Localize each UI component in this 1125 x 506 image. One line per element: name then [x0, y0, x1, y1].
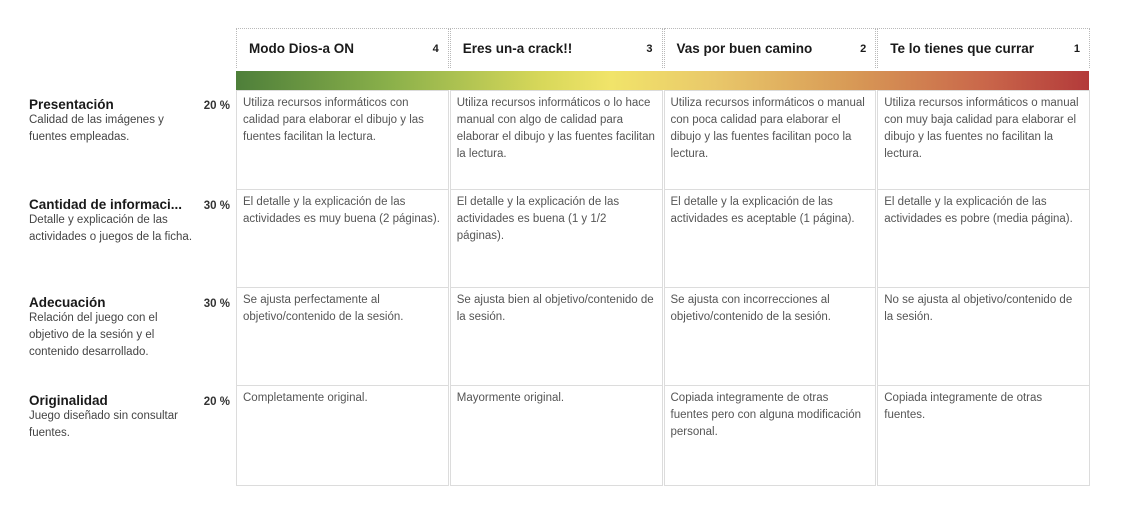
rubric-cell: Utiliza recursos informáticos o manual con muy baja calidad para elaborar el dibujo y las fuentes no facilitan la lectura.: [877, 90, 1090, 190]
level-header-4: [236, 28, 449, 68]
criterion-title: Adecuación: [29, 295, 106, 310]
score-gradient-bar: [236, 71, 1089, 90]
level-header-1: [877, 28, 1090, 68]
level-header-3: [450, 28, 663, 68]
rubric-cell: El detalle y la explicación de las actividades es buena (1 y 1/2 páginas).: [450, 190, 663, 288]
criterion-weight: 30 %: [203, 298, 230, 310]
criterion-row-originalidad: [26, 386, 1091, 486]
criterion-cells: [236, 190, 1091, 288]
level-header-2: [664, 28, 877, 68]
level-points: 1: [1073, 42, 1080, 55]
criterion-weight: 20 %: [203, 396, 230, 408]
rubric-cell: Copiada integramente de otras fuentes.: [877, 386, 1090, 486]
criterion-title: Cantidad de informaci...: [29, 197, 183, 212]
rubric-cell: Completamente original.: [236, 386, 449, 486]
rubric-cell: Se ajusta perfectamente al objetivo/contenido de la sesión.: [236, 288, 449, 386]
rubric-cell: Mayormente original.: [450, 386, 663, 486]
rubric-cell: El detalle y la explicación de las actividades es pobre (media página).: [877, 190, 1090, 288]
criterion-row-presentacion: [26, 90, 1091, 190]
criterion-weight: 30 %: [203, 200, 230, 212]
level-points: 3: [646, 42, 653, 55]
level-header-row: [236, 28, 1091, 70]
level-title: Modo Dios-a ON: [249, 41, 354, 56]
criterion-label: [26, 90, 236, 190]
rubric-cell: Se ajusta con incorrecciones al objetivo/contenido de la sesión.: [664, 288, 877, 386]
rubric-cell: Utiliza recursos informáticos o lo hace manual con algo de calidad para elaborar el dibujo y las fuentes facilitan la lectura.: [450, 90, 663, 190]
level-title: Eres un-a crack!!: [462, 41, 573, 56]
criterion-cells: [236, 288, 1091, 386]
criterion-label: [26, 190, 236, 288]
rubric-cell: Se ajusta bien al objetivo/contenido de la sesión.: [450, 288, 663, 386]
criterion-description: Calidad de las imágenes y fuentes empleadas.: [29, 114, 164, 143]
level-title: Vas por buen camino: [676, 41, 813, 56]
criterion-row-adecuacion: [26, 288, 1091, 386]
level-points: 2: [860, 42, 867, 55]
rubric-cell: Utiliza recursos informáticos con calidad para elaborar el dibujo y las fuentes facilitan la lectura.: [236, 90, 449, 190]
criterion-cells: [236, 90, 1091, 190]
criterion-title: Presentación: [29, 97, 114, 112]
rubric-cell: El detalle y la explicación de las actividades es aceptable (1 página).: [664, 190, 877, 288]
criterion-row-cantidad: [26, 190, 1091, 288]
level-title: Te lo tienes que currar: [890, 41, 1035, 56]
rubric-cell: Copiada integramente de otras fuentes pero con alguna modificación personal.: [664, 386, 877, 486]
criterion-description: Detalle y explicación de las actividades o juegos de la ficha.: [29, 214, 193, 243]
criterion-description: Relación del juego con el objetivo de la sesión y el contenido desarrollado.: [29, 312, 158, 358]
rubric-cell: El detalle y la explicación de las actividades es muy buena (2 páginas).: [236, 190, 449, 288]
criterion-label: [26, 386, 236, 486]
criterion-weight: 20 %: [203, 100, 230, 112]
level-points: 4: [432, 42, 439, 55]
criterion-cells: [236, 386, 1091, 486]
criterion-label: [26, 288, 236, 386]
rubric-cell: Utiliza recursos informáticos o manual con poca calidad para elaborar el dibujo y las fuentes facilitan poco la lectura.: [664, 90, 877, 190]
criterion-description: Juego diseñado sin consultar fuentes.: [29, 410, 178, 439]
criterion-title: Originalidad: [29, 393, 108, 408]
rubric-cell: No se ajusta al objetivo/contenido de la sesión.: [877, 288, 1090, 386]
